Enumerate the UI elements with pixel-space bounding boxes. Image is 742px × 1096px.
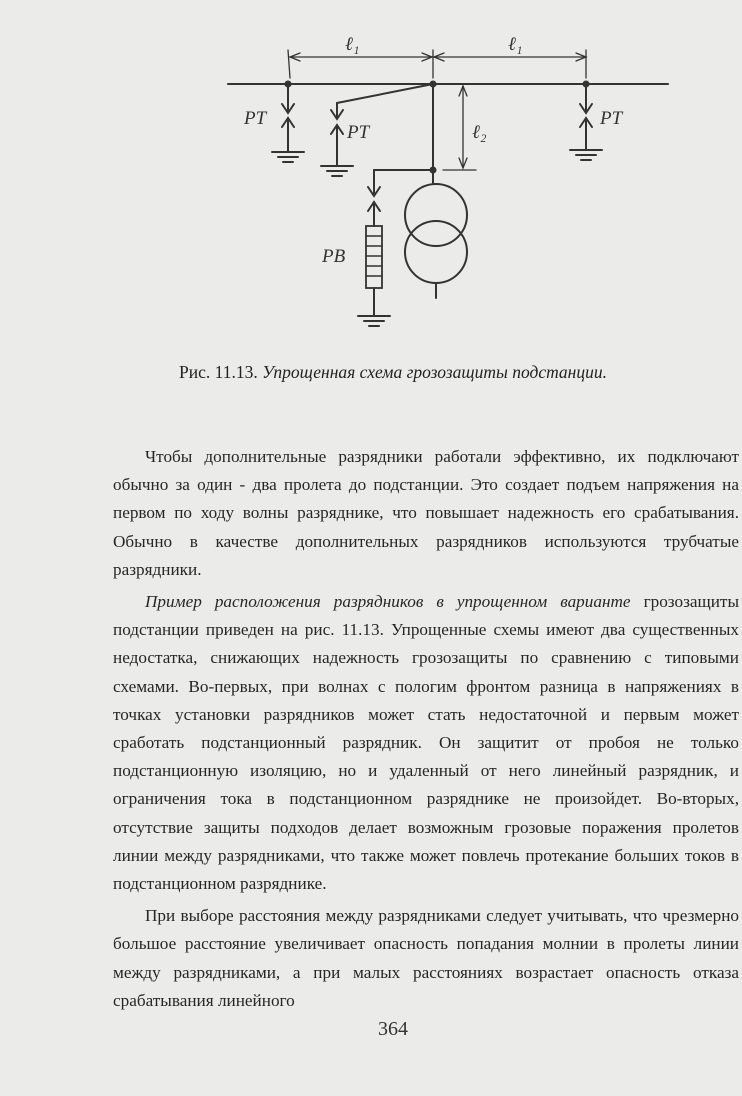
label-rt-right: PT [600,108,623,129]
figure-caption [0,362,742,383]
label-l1-left: ℓ₁ [345,34,360,55]
page-number: 364 [378,1018,408,1040]
label-l1-right: ℓ₁ [508,34,523,55]
paragraph-2-italic-lead: Пример расположения разрядников в упрощенном варианте [145,592,631,612]
lightning-protection-diagram [0,0,742,360]
label-rv: PB [322,246,346,267]
paragraph-2-text: грозозащиты подстанции приведен на рис. 11.13. Упрощенные схемы имеют два существенных недостатка, снижающих надежность грозозащиты по сравнению с типовыми схемами. Во-первых, при волнах с пологим фронтом разница в напряжениях в точках установки разрядников может стать недостаточной и первым может сработать подстанционный разрядник. Он защитит от пробоя не только подстанционную изоляцию, но и удаленный от него линейный разрядник, и ограничения тока в подстанционном разряднике не произойдет. Во-вторых, отсутствие защиты подходов делает возможным грозовые поражения пролетов линии между разрядниками, что также может повлечь протекание больших токов в подстанционном разряднике. [113,592,739,894]
label-rt-left: PT [244,108,267,129]
caption-number: Рис. 11.13. [178,362,258,382]
paragraph-1: Чтобы дополнительные разрядники работали эффективно, их подключают обычно за один - два пролета до подстанции. Это создает подъем напряжения на первом по ходу волны разряднике, что повышает надежность его срабатывания. Обычно в качестве дополнительных разрядников используются трубчатые разрядники. [113,447,739,579]
body-text [113,443,739,1015]
paragraph-2 [113,588,739,898]
label-rt-middle: PT [347,122,370,143]
caption-title: Упрощенная схема грозозащиты подстанции. [262,362,607,382]
paragraph-3: При выборе расстояния между разрядниками следует учитывать, что чрезмерно большое расстояние увеличивает опасность попадания молнии в пролеты линии между разрядниками, а при малых расстояниях возрастает опасность отказа срабатывания линейного [113,906,739,1010]
label-l2: ℓ₂ [472,122,487,143]
